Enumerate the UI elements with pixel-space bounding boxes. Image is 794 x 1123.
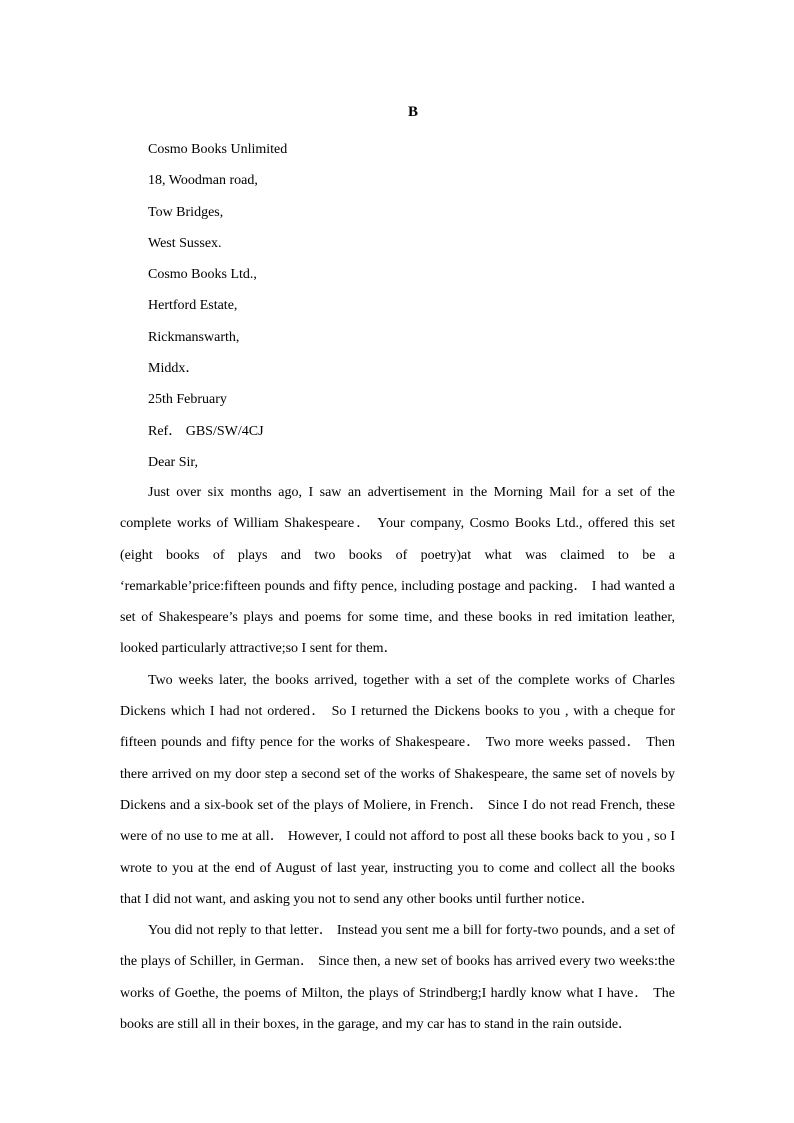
sender-county-line: West Sussex. <box>148 235 222 251</box>
letter-address-block <box>148 134 287 478</box>
recipient-town-line: Rickmanswarth, <box>148 329 240 345</box>
letter-date: 25th February <box>148 392 227 408</box>
sender-company-line: Cosmo Books Unlimited <box>148 142 288 157</box>
letter-salutation: Dear Sir, <box>148 454 198 470</box>
recipient-company-line: Cosmo Books Ltd., <box>148 267 257 283</box>
section-heading: B <box>407 104 418 120</box>
letter-body <box>120 477 675 1040</box>
body-paragraph: You did not reply to that letter． Instead you sent me a bill for forty-two pounds, and a set of the plays of Schiller, in German． Since then, a new set of books has arrived every two weeks:the works of Goethe, the poems of Milton, the plays of Strindberg;I hardly know what I have． The books are still all in their boxes, in the garage, and my car has to stand in the rain outside． <box>120 923 675 1033</box>
recipient-estate-line: Hertford Estate, <box>148 298 238 314</box>
letter-reference: Ref． GBS/SW/4CJ <box>148 423 264 439</box>
recipient-county-line: Middx． <box>148 361 200 377</box>
sender-street-line: 18, Woodman road, <box>148 173 258 189</box>
sender-town-line: Tow Bridges, <box>148 204 224 220</box>
body-paragraph: Just over six months ago, I saw an advertisement in the Morning Mail for a set of the complete works of William Shakespeare． Your company, Cosmo Books Ltd., offered this set (eight books of plays and two books of poetry)at what was claimed to be a ‘remarkable’price:fifteen pounds and fifty pence, including postage and packing． I had wanted a set of Shakespeare’s plays and poems for some time, and these books in red imitation leather, looked particularly attractive;so I sent for them． <box>120 485 675 657</box>
body-paragraph: Two weeks later, the books arrived, together with a set of the complete works of Charles Dickens which I had not ordered． So I returned the Dickens books to you , with a cheque for fifteen pounds and fifty pence for the works of Shakespeare． Two more weeks passed． Then there arrived on my door step a second set of the works of Shakespeare, the same set of novels by Dickens and a six-book set of the plays of Moliere, in French． Since I do not read French, these were of no use to me at all． However, I could not afford to post all these books back to you , so I wrote to you at the end of August of last year, instructing you to come and collect all the books that I did not want, and asking you not to send any other books until further notice． <box>120 672 675 907</box>
